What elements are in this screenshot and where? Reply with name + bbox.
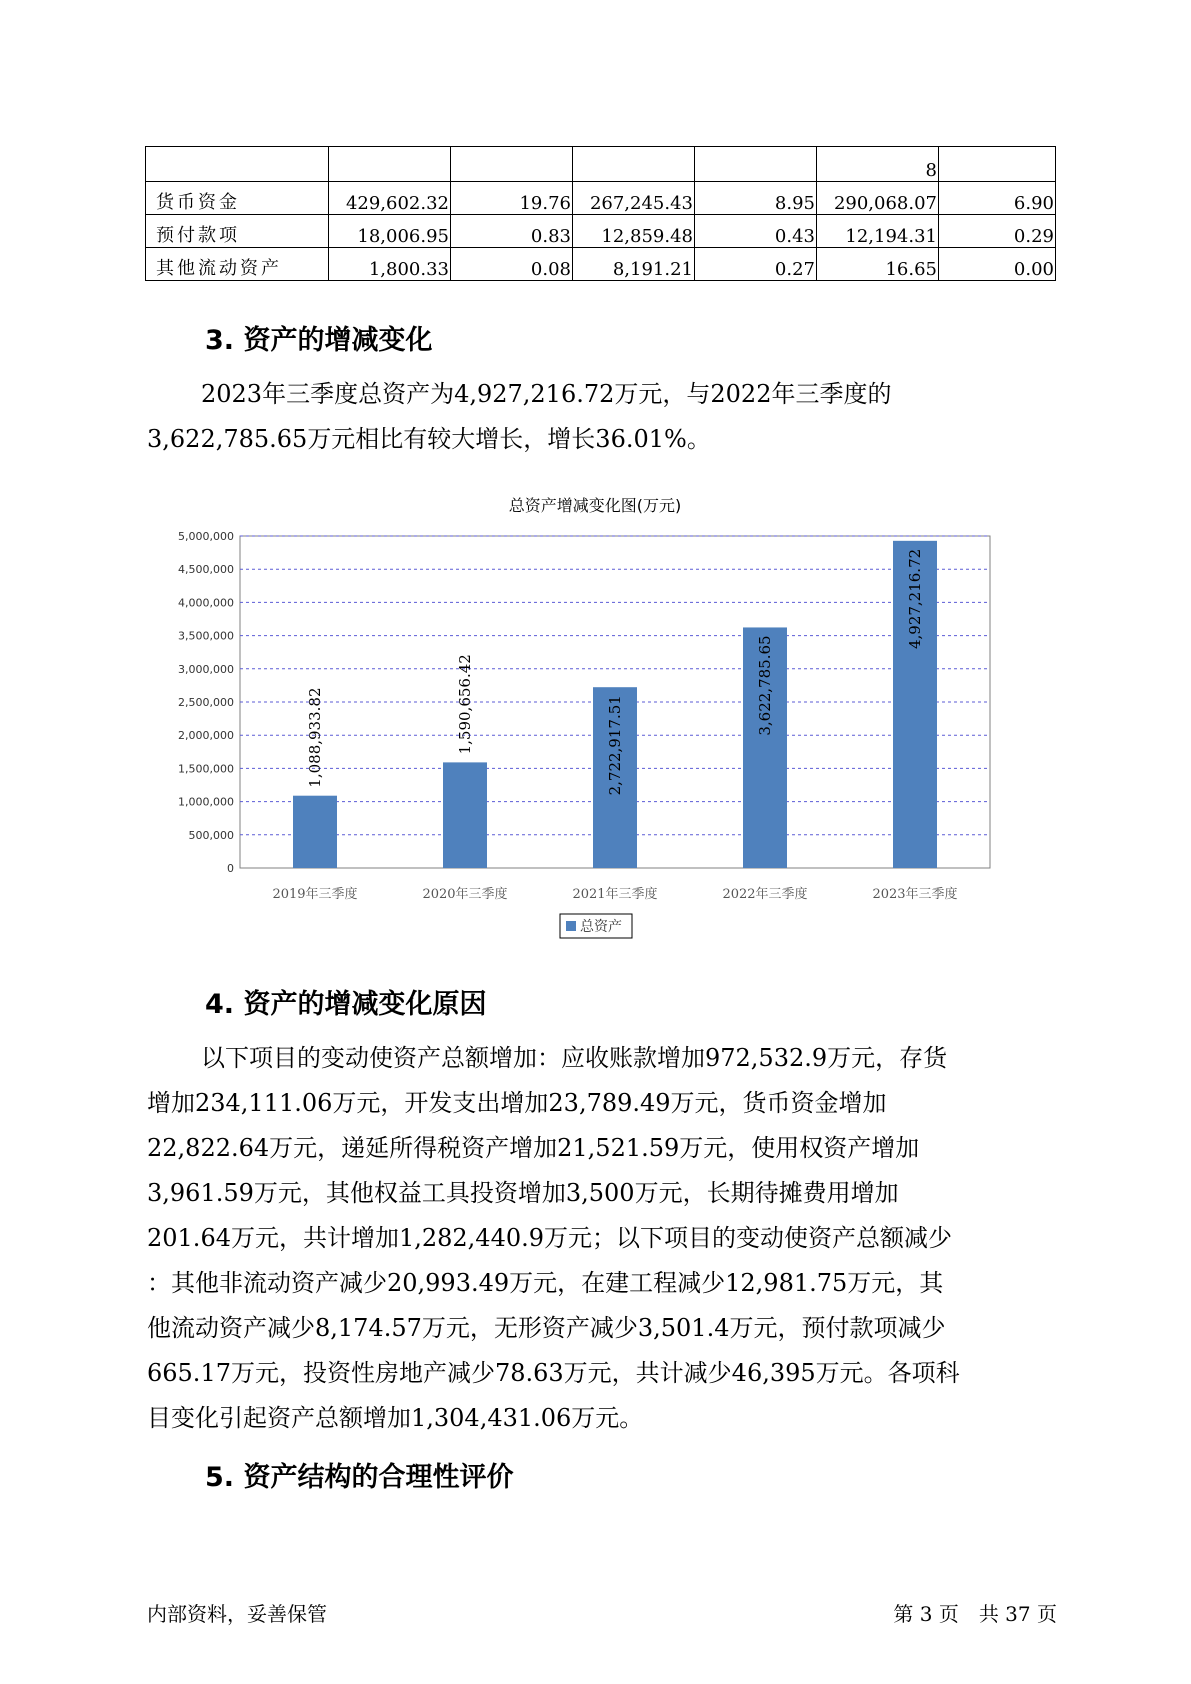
- y-tick-label: 4,000,000: [178, 596, 234, 610]
- table-cell: [573, 147, 695, 182]
- table-cell: 0.27: [695, 248, 817, 281]
- table-cell: 0.08: [451, 248, 573, 281]
- paragraph-line: 3,622,785.65万元相比有较大增长，增长36.01%。: [147, 425, 711, 453]
- y-tick-label: 3,000,000: [178, 662, 234, 676]
- paragraph-line: 他流动资产减少8,174.57万元，无形资产减少3,501.4万元，预付款项减少: [147, 1314, 946, 1342]
- paragraph-line: 以下项目的变动使资产总额增加：应收账款增加972,532.9万元，存货: [201, 1044, 948, 1072]
- table-cell: 0.43: [695, 215, 817, 248]
- y-tick-label: 5,000,000: [178, 530, 234, 543]
- section-heading: 4. 资产的增减变化原因: [205, 989, 487, 1020]
- table-cell: 16.65: [817, 248, 939, 281]
- table-row: [146, 215, 1056, 248]
- y-tick-label: 500,000: [188, 828, 234, 842]
- paragraph-line: 22,822.64万元，递延所得税资产增加21,521.59万元，使用权资产增加: [147, 1134, 920, 1162]
- table-cell: 0.00: [939, 248, 1056, 281]
- table-cell: 19.76: [451, 182, 573, 215]
- row-label: 货币资金: [146, 182, 329, 215]
- data-label: 1,590,656.42: [456, 654, 474, 755]
- table-row: [146, 248, 1056, 281]
- table-cell: 290,068.07: [817, 182, 939, 215]
- x-tick-label: 2020年三季度: [422, 887, 508, 902]
- legend-swatch: [566, 921, 576, 931]
- data-label: 3,622,785.65: [756, 635, 774, 736]
- table-cell: 8,191.21: [573, 248, 695, 281]
- page-number: 第 3 页 共 37 页: [893, 1602, 1057, 1626]
- paragraph-line: 201.64万元，共计增加1,282,440.9万元；以下项目的变动使资产总额减少: [147, 1224, 953, 1252]
- table-cell: [695, 147, 817, 182]
- footer-left: 内部资料，妥善保管: [147, 1602, 327, 1626]
- y-tick-label: 2,500,000: [178, 696, 234, 709]
- legend-label: 总资产: [580, 919, 622, 935]
- table-cell: 0.83: [451, 215, 573, 248]
- chart-svg: [160, 488, 1030, 948]
- section-heading: 5. 资产结构的合理性评价: [205, 1462, 514, 1493]
- x-tick-label: 2019年三季度: [272, 887, 358, 902]
- y-tick-label: 4,500,000: [178, 563, 234, 577]
- y-tick-label: 3,500,000: [178, 629, 234, 643]
- table-cell: 267,245.43: [573, 182, 695, 215]
- table-cell: [329, 147, 451, 182]
- table-cell: 6.90: [939, 182, 1056, 215]
- asset-table: [145, 146, 1056, 281]
- table-cell: [451, 147, 573, 182]
- row-label: 预付款项: [146, 215, 329, 248]
- paragraph-line: 2023年三季度总资产为4,927,216.72万元，与2022年三季度的: [201, 380, 892, 408]
- data-label: 2,722,917.51: [606, 695, 624, 796]
- table-cell: 12,859.48: [573, 215, 695, 248]
- y-tick-label: 0: [227, 862, 234, 875]
- data-label: 4,927,216.72: [906, 548, 924, 650]
- table-row: [146, 182, 1056, 215]
- bar: [293, 796, 337, 868]
- table-row: [146, 147, 1056, 182]
- x-tick-label: 2023年三季度: [872, 887, 958, 902]
- table-cell: 0.29: [939, 215, 1056, 248]
- paragraph-line: ：其他非流动资产减少20,993.49万元，在建工程减少12,981.75万元，其: [147, 1269, 944, 1297]
- y-tick-label: 1,000,000: [178, 795, 234, 809]
- paragraph-line: 增加234,111.06万元，开发支出增加23,789.49万元，货币资金增加: [147, 1089, 887, 1117]
- paragraph-line: 3,961.59万元，其他权益工具投资增加3,500万元，长期待摊费用增加: [147, 1179, 899, 1207]
- x-tick-label: 2021年三季度: [572, 887, 658, 902]
- section3-paragraph: [147, 372, 1059, 462]
- bar: [443, 762, 487, 868]
- y-tick-label: 2,000,000: [178, 729, 234, 743]
- paragraph-line: 目变化引起资产总额增加1,304,431.06万元。: [147, 1404, 644, 1432]
- paragraph-line: 665.17万元，投资性房地产减少78.63万元，共计减少46,395万元。各项科: [147, 1359, 960, 1387]
- total-assets-chart: [160, 488, 1030, 948]
- table-cell: 8.95: [695, 182, 817, 215]
- data-label: 1,088,933.82: [306, 687, 324, 788]
- y-tick-label: 1,500,000: [178, 762, 234, 776]
- y-axis: [178, 530, 234, 875]
- table-cell: 1,800.33: [329, 248, 451, 281]
- x-tick-label: 2022年三季度: [722, 887, 808, 902]
- table-cell: 18,006.95: [329, 215, 451, 248]
- table-cell: [146, 147, 329, 182]
- table-cell: [939, 147, 1056, 182]
- x-axis: [272, 886, 957, 902]
- table-cell: 12,194.31: [817, 215, 939, 248]
- legend: [560, 914, 632, 938]
- section4-paragraph: [147, 1036, 1059, 1441]
- table-cell: 8: [817, 147, 939, 182]
- table-cell: 429,602.32: [329, 182, 451, 215]
- chart-title: 总资产增减变化图(万元): [508, 496, 682, 515]
- section-heading: 3. 资产的增减变化: [205, 325, 433, 356]
- row-label: 其他流动资产: [146, 248, 329, 281]
